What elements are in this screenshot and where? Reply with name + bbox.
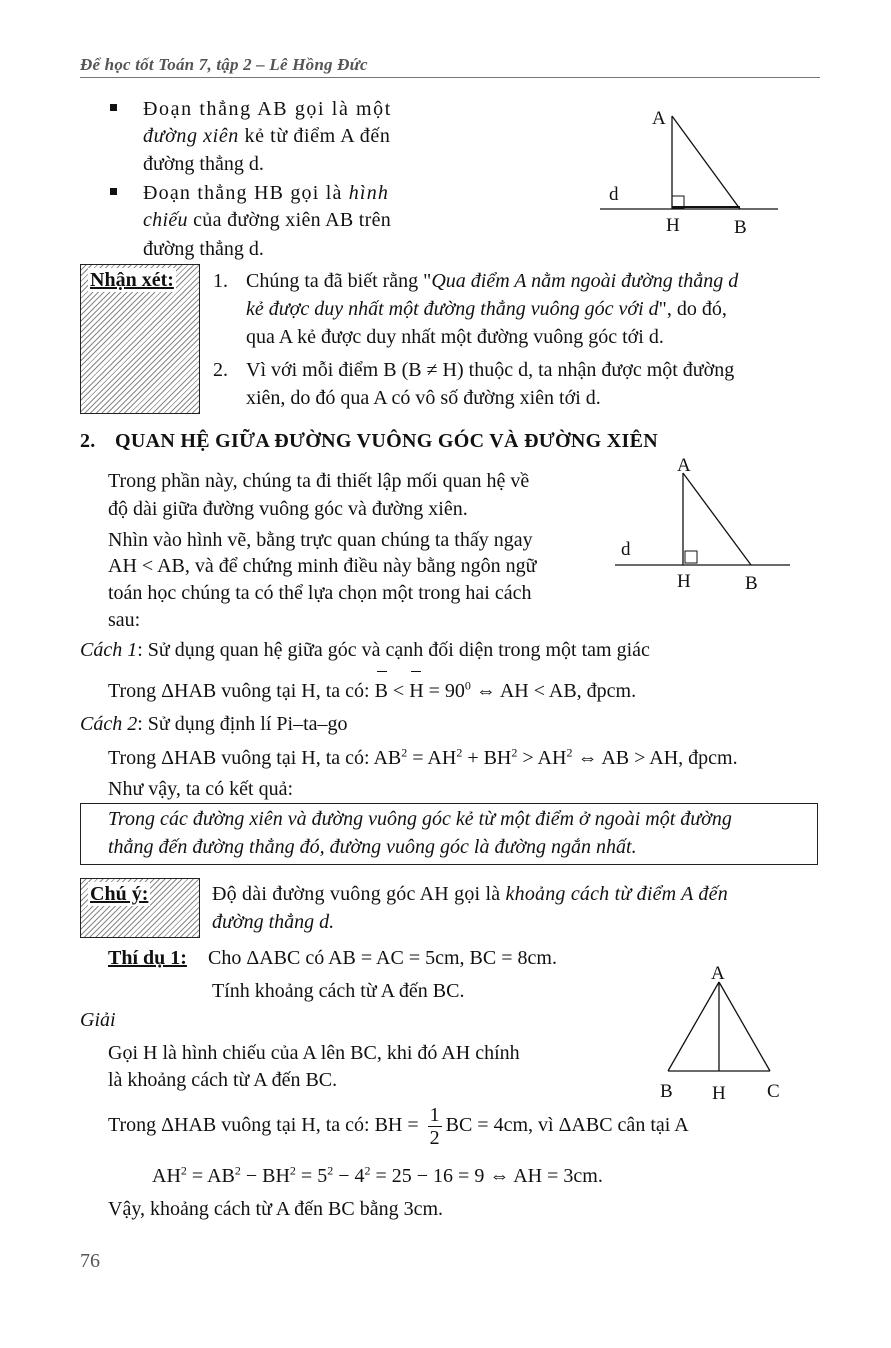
header-rule <box>80 77 820 78</box>
fig3-label-b: B <box>660 1081 673 1102</box>
method-2-heading <box>80 711 348 737</box>
bh-equation: Trong ΔHAB vuông tại H, ta có: BH = $\frac{1}{2}$ BC = 4cm, vì ΔABC cân tại A <box>108 1103 689 1149</box>
fig3-label-h: H <box>712 1083 726 1104</box>
bullet-2-line-2: chiếu của đường xiên AB trên <box>143 209 392 231</box>
remark-item-2-num: 2. <box>213 359 228 381</box>
angle-h: H <box>409 680 424 702</box>
result-intro: Như vậy, ta có kết quả: <box>108 778 294 800</box>
example-1-label: Thí dụ 1: <box>108 947 187 969</box>
section-2-intro-line-1: Trong phần này, chúng ta đi thiết lập mối quan hệ về <box>108 470 530 492</box>
remark-item-2-line-1: Vì với mỗi điểm B (B ≠ H) thuộc d, ta nhận được một đường <box>246 359 735 381</box>
fig3-label-c: C <box>767 1081 780 1102</box>
bullet-1-line-3: đường thẳng d. <box>143 153 264 175</box>
fraction-one-half: $\frac{1}{2}$ <box>429 1103 440 1149</box>
fig1-label-h: H <box>666 215 680 236</box>
theorem-line-2: thẳng đến đường thẳng đó, đường vuông góc là đường ngắn nhất. <box>108 836 637 858</box>
conclusion: Vậy, khoảng cách từ A đến BC bằng 3cm. <box>108 1198 444 1220</box>
bullet-marker <box>110 188 117 195</box>
running-header: Để học tốt Toán 7, tập 2 – Lê Hồng Đức <box>80 55 368 74</box>
section-2-obs-line-1: Nhìn vào hình vẽ, bằng trực quan chúng ta thấy ngay <box>108 529 533 551</box>
ah-equation: $AH^2 = AB^2 - BH^2 = 5^2 - 4^2 = 25 - 16 = 9$ ⇔ AH = 3cm. <box>152 1163 603 1187</box>
section-2-obs-line-4: sau: <box>108 609 141 631</box>
solution-line-2: là khoảng cách từ A đến BC. <box>108 1069 338 1091</box>
section-2-obs-line-2: AH < AB, và để chứng minh điều này bằng ngôn ngữ <box>108 555 537 577</box>
theorem-line-1: Trong các đường xiên và đường vuông góc kẻ từ một điểm ở ngoài một đường <box>108 808 732 830</box>
fig2-label-a: A <box>677 455 691 476</box>
remark-item-1-line-3: qua A kẻ được duy nhất một đường vuông góc tới d. <box>246 326 664 348</box>
bullet-1-line-2: đường xiên kẻ từ điểm A đến <box>143 125 391 147</box>
fig1-label-b: B <box>734 217 747 238</box>
solution-label: Giải <box>80 1009 116 1031</box>
remark-item-2-line-2: xiên, do đó qua A có vô số đường xiên tới d. <box>246 387 601 409</box>
bullet-1-line-1 <box>143 96 423 122</box>
remark-item-1-num: 1. <box>213 270 228 292</box>
figure-3-isosceles-triangle <box>650 958 800 1108</box>
method-2-label: Cách 2 <box>80 713 138 735</box>
fig1-label-a: A <box>652 108 666 129</box>
note-line-1: Độ dài đường vuông góc AH gọi là khoảng cách từ điểm A đến <box>212 883 728 905</box>
fig2-label-h: H <box>677 571 691 592</box>
figure-1-right-triangle <box>600 100 790 240</box>
section-2-obs-line-3: toán học chúng ta có thể lựa chọn một trong hai cách <box>108 582 532 604</box>
method-1-text: : Sử dụng quan hệ giữa góc và cạnh đối diện trong một tam giác <box>137 639 650 661</box>
angle-b: B <box>374 680 388 702</box>
fig2-label-d: d <box>621 539 631 560</box>
fig3-label-a: A <box>711 963 725 984</box>
fig2-label-b: B <box>745 573 758 594</box>
note-label: Chú ý: <box>90 883 149 905</box>
remark-item-1-line-1: Chúng ta đã biết rằng "Qua điểm A nằm ngoài đường thẳng d <box>246 270 739 292</box>
bullet-1-text: Đoạn thẳng AB gọi là một <box>143 98 392 120</box>
bullet-marker <box>110 104 117 111</box>
section-2-title: QUAN HỆ GIỮA ĐƯỜNG VUÔNG GÓC VÀ ĐƯỜNG XIÊN <box>115 430 658 452</box>
method-2-proof: Trong ΔHAB vuông tại H, ta có: $AB^2 = AH^2 + BH^2 > AH^2$ ⇔ AB > AH, đpcm. <box>108 745 738 769</box>
method-2-text: : Sử dụng định lí Pi–ta–go <box>137 713 348 735</box>
method-1-label: Cách 1 <box>80 639 138 661</box>
example-1-line-2: Tính khoảng cách từ A đến BC. <box>212 980 465 1002</box>
section-2-intro-line-2: độ dài giữa đường vuông góc và đường xiên. <box>108 498 468 520</box>
solution-line-1: Gọi H là hình chiếu của A lên BC, khi đó AH chính <box>108 1042 520 1064</box>
remark-item-1-line-2: kẻ được duy nhất một đường thẳng vuông góc với d", do đó, <box>246 298 727 320</box>
example-1-line-1: Cho ΔABC có AB = AC = 5cm, BC = 8cm. <box>208 947 557 969</box>
page-number: 76 <box>80 1250 100 1272</box>
fig1-label-d: d <box>609 184 619 205</box>
bullet-2-line-3: đường thẳng d. <box>143 238 264 260</box>
figure-2-right-triangle <box>615 455 805 595</box>
bullet-2-line-1: Đoạn thẳng HB gọi là hình <box>143 182 390 204</box>
remark-label: Nhận xét: <box>90 269 174 291</box>
note-line-2: đường thẳng d. <box>212 911 335 933</box>
section-2-number: 2. <box>80 430 96 452</box>
method-1-proof: Trong ΔHAB vuông tại H, ta có: $B < H = 90^0$ ⇔ AH < AB, đpcm. <box>108 678 637 702</box>
method-1-heading <box>80 637 650 663</box>
